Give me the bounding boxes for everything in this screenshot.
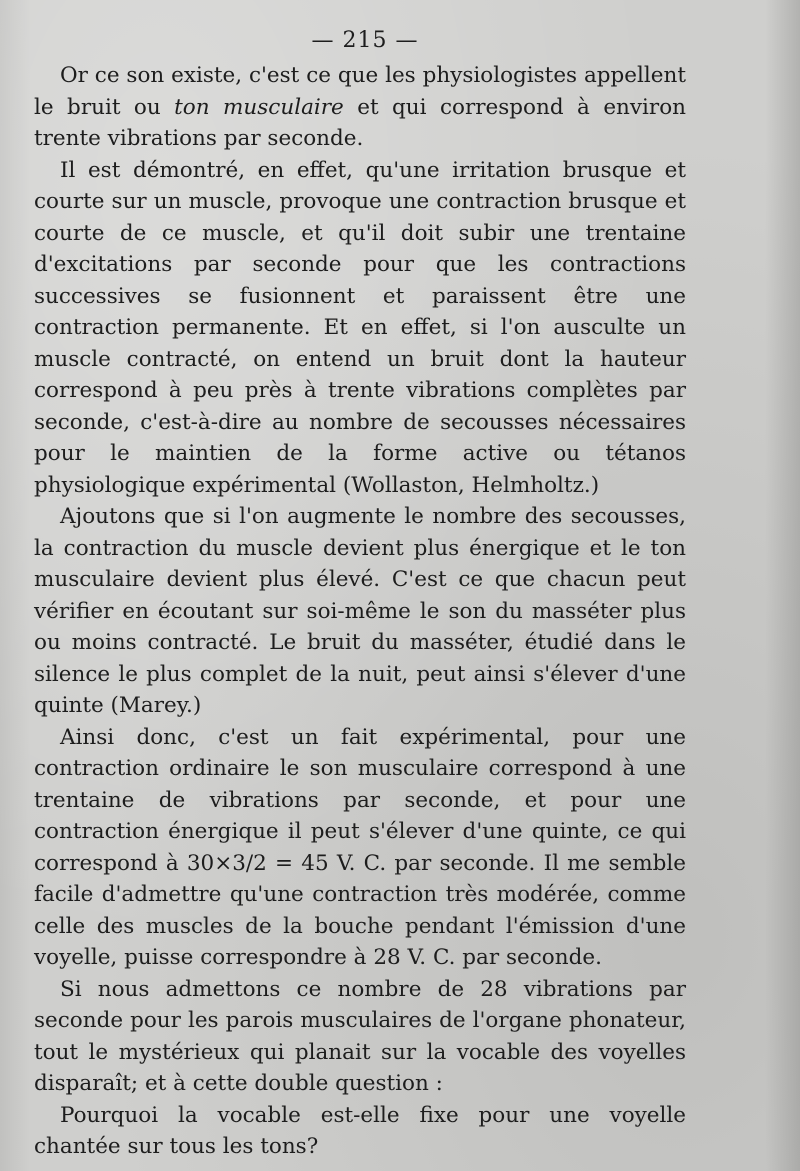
paragraph-1 xyxy=(34,60,686,155)
paragraph-2: Il est démontré, en effet, qu'une irritation brusque et courte sur un muscle, provoque une contraction brusque et courte de ce muscle, et qu'il doit subir une trentaine d'excitations par seconde pour que les contractions successives se fusionnent et paraissent être une contraction permanente. Et en effet, si l'on ausculte un muscle contracté, on entend un bruit dont la hauteur correspond à peu près à trente vibrations complètes par seconde, c'est-à-dire au nombre de secousses nécessaires pour le maintien de la forme active ou tétanos physiologique expérimental (Wollaston, Helmholtz.) xyxy=(34,157,686,498)
paragraph-4: Ainsi donc, c'est un fait expérimental, pour une contraction ordinaire le son musculaire correspond à une trentaine de vibrations par seconde, et pour une contraction énergique il peut s'élever d'une quinte, ce qui correspond à 30×3/2 = 45 V. C. par seconde. Il me semble facile d'admettre qu'une contraction très modérée, comme celle des muscles de la bouche pendant l'émission d'une voyelle, puisse correspondre à 28 V. C. par seconde. xyxy=(34,724,686,970)
paragraph-6: Pourquoi la vocable est-elle fixe pour une voyelle chantée sur tous les tons? xyxy=(34,1102,686,1159)
paragraph-5: Si nous admettons ce nombre de 28 vibrations par seconde pour les parois musculaires de l'organe phonateur, tout le mystérieux qui planait sur la vocable des voyelles disparaît; et à cette double question : xyxy=(34,976,686,1096)
paragraph-3: Ajoutons que si l'on augmente le nombre des secousses, la contraction du muscle devient plus énergique et le ton musculaire devient plus élevé. C'est ce que chacun peut vérifier en écoutant sur soi-même le son du masséter plus ou moins contracté. Le bruit du masséter, étudié dans le silence le plus complet de la nuit, peut ainsi s'élever d'une quinte (Marey.) xyxy=(34,504,686,718)
page-number: — 215 — xyxy=(311,28,419,53)
paragraph-1-after: et qui correspond à environ trente vibrations par seconde. xyxy=(34,94,686,151)
emphasis-ton-musculaire: ton musculaire xyxy=(174,94,344,120)
paragraph-1-before: Or ce son existe, c'est ce que les physiologistes appellent le bruit ou xyxy=(34,63,686,120)
body-text xyxy=(34,60,686,1163)
